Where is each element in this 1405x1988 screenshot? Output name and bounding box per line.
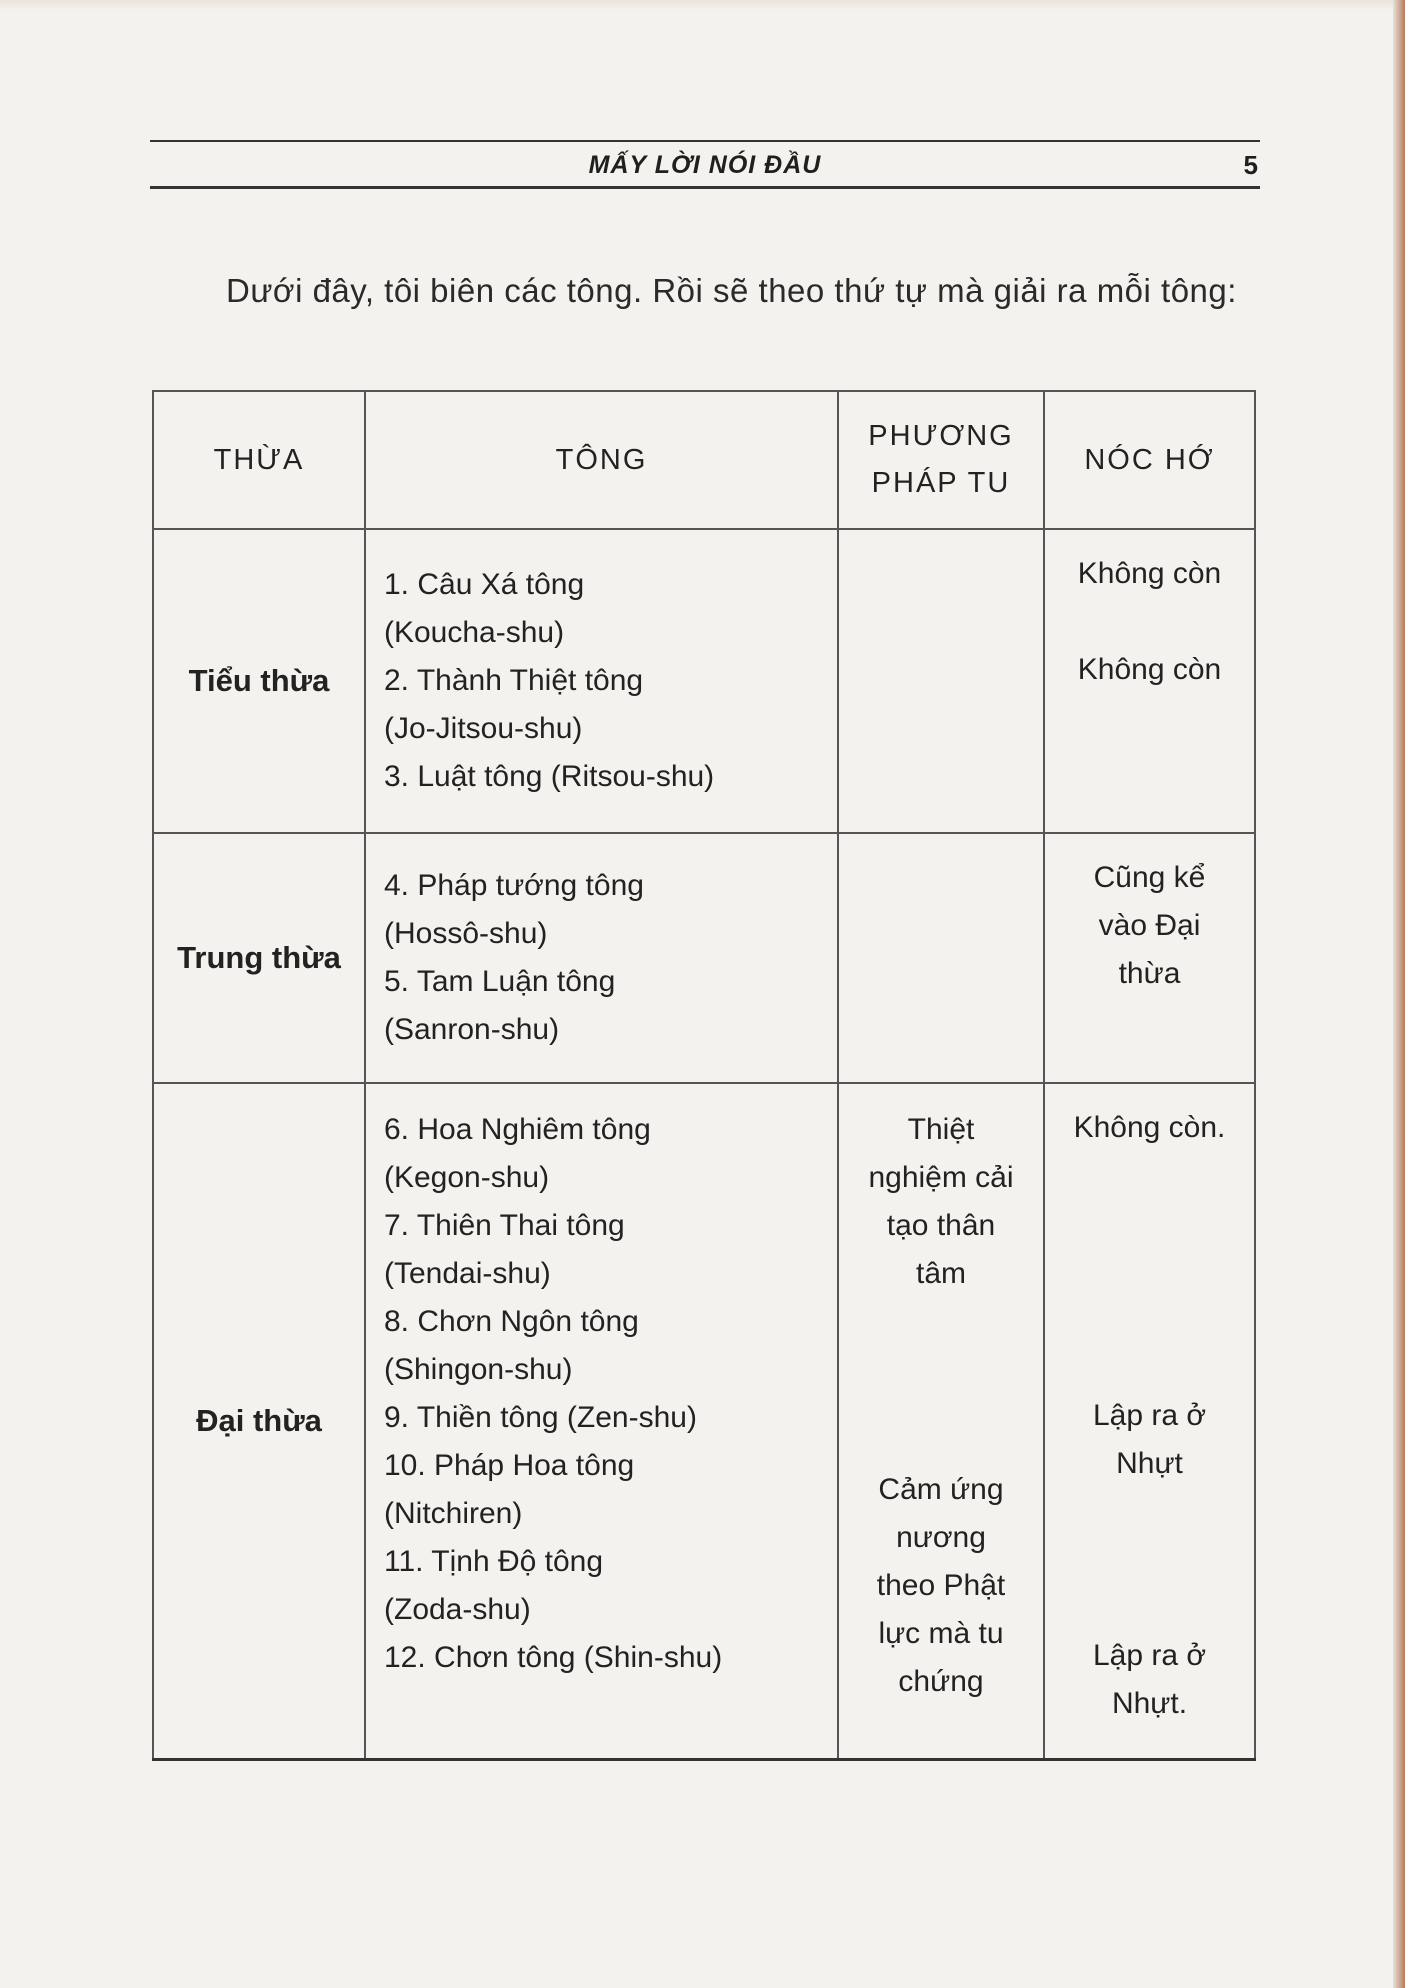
schools-cell (365, 529, 838, 833)
school-line: 5. Tam Luận tông (384, 965, 616, 998)
table-header-row (153, 391, 1255, 529)
method-line: chứng (898, 1665, 984, 1698)
vehicle-cell: Trung thừa (153, 833, 365, 1083)
school-line: 12. Chơn tông (Shin-shu) (384, 1641, 723, 1674)
header-school: TÔNG (365, 391, 838, 529)
school-line: 9. Thiền tông (Zen-shu) (384, 1401, 697, 1434)
page-binding-edge (1393, 0, 1405, 1988)
running-header (150, 140, 1260, 189)
method-line: nghiệm cải (868, 1161, 1014, 1194)
origin-line: Lập ra ở (1092, 1639, 1207, 1672)
origin-cell (1044, 529, 1255, 833)
origin-line: thừa (1118, 957, 1181, 990)
method-line: tạo thân (886, 1209, 996, 1242)
method-line: Cảm ứng (878, 1473, 1004, 1506)
school-line: 6. Hoa Nghiêm tông (384, 1113, 651, 1146)
origin-line: Nhựt (1116, 1447, 1183, 1480)
school-line: (Koucha-shu) (384, 616, 565, 649)
method-line: Thiệt (907, 1113, 975, 1146)
header-method (838, 391, 1044, 529)
method-line: nương (896, 1521, 986, 1554)
method-line: lực mà tu (878, 1617, 1004, 1650)
header-vehicle: THỪA (153, 391, 365, 529)
school-line: (Shingon-shu) (384, 1353, 573, 1386)
school-line: 2. Thành Thiệt tông (384, 664, 644, 697)
school-line: 1. Câu Xá tông (384, 568, 585, 601)
origin-cell (1044, 1083, 1255, 1760)
origin-line: Không còn. (1073, 1111, 1226, 1144)
method-cell (838, 1083, 1044, 1760)
school-line: (Zoda-shu) (384, 1593, 531, 1626)
school-line: 10. Pháp Hoa tông (384, 1449, 635, 1482)
origin-line: vào Đại (1098, 909, 1201, 942)
school-line: (Sanron-shu) (384, 1013, 560, 1046)
vehicle-cell: Đại thừa (153, 1083, 365, 1760)
school-line: (Jo-Jitsou-shu) (384, 712, 583, 745)
school-line: (Nitchiren) (384, 1497, 523, 1530)
school-line: 3. Luật tông (Ritsou-shu) (384, 760, 715, 793)
table-row (153, 529, 1255, 833)
header-method-line: PHÁP TU (871, 467, 1011, 499)
page-top-edge (0, 0, 1405, 10)
school-line: (Hossô-shu) (384, 917, 548, 950)
school-line: 8. Chơn Ngôn tông (384, 1305, 639, 1338)
table-row (153, 833, 1255, 1083)
chapter-title: MẤY LỜI NÓI ĐẦU (588, 151, 822, 179)
method-line: tâm (915, 1257, 966, 1290)
school-line: 4. Pháp tướng tông (384, 869, 644, 902)
school-line: (Kegon-shu) (384, 1161, 550, 1194)
method-line: theo Phật (876, 1569, 1006, 1602)
vehicle-cell: Tiểu thừa (153, 529, 365, 833)
method-cell (838, 529, 1044, 833)
buddhist-schools-table (152, 390, 1256, 1761)
method-cell (838, 833, 1044, 1083)
page-number: 5 (1243, 150, 1258, 180)
school-line: 7. Thiên Thai tông (384, 1209, 625, 1242)
origin-line: Lập ra ở (1092, 1399, 1207, 1432)
schools-cell (365, 1083, 838, 1760)
origin-cell (1044, 833, 1255, 1083)
origin-line: Không còn (1077, 653, 1222, 686)
origin-line: Cũng kể (1093, 861, 1206, 894)
header-method-line: PHƯƠNG (868, 420, 1014, 452)
school-line: (Tendai-shu) (384, 1257, 551, 1290)
origin-line: Không còn (1077, 557, 1222, 590)
schools-cell (365, 833, 838, 1083)
intro-paragraph: Dưới đây, tôi biên các tông. Rồi sẽ theo thứ tự mà giải ra mỗi tông: (226, 272, 1237, 309)
origin-line: Nhựt. (1111, 1687, 1188, 1720)
header-origin: NÓC HỚ (1044, 391, 1255, 529)
school-line: 11. Tịnh Độ tông (384, 1545, 604, 1578)
table-row (153, 1083, 1255, 1760)
